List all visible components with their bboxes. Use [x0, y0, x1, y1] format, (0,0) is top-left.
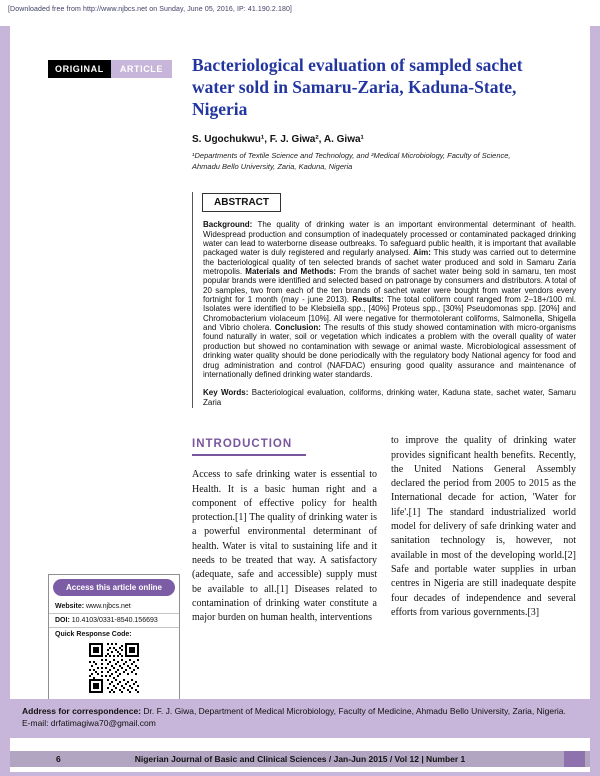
website-link[interactable]: www.njbcs.net — [86, 603, 131, 610]
keywords-label: Key Words: — [203, 388, 249, 398]
article-title: Bacteriological evaluation of sampled sachet water sold in Samaru-Zaria, Kaduna-State, Nigeria — [192, 55, 523, 120]
introduction-column-1 — [192, 434, 377, 625]
keywords-line — [203, 388, 576, 408]
introduction-heading: INTRODUCTION — [192, 438, 306, 456]
badge-original-label: ORIGINAL — [48, 60, 111, 78]
website-row — [49, 600, 179, 614]
introduction-paragraph-2: to improve the quality of drinking water provides significant health benefits. Recently, the United Nations General Assembly declared the period from 2005 to 2015 as the International decade for action, 'Water for life'.[1] The standard industrialized world model for delivery of safe drinking water and sanitation technology is, however, not available in most of the developing world.[2] Safe and portable water supplies in urban centres in Nigeria are still inadequate despite four decades of independence and several efforts from various governments.[3] — [391, 435, 576, 618]
badge-article-label: ARTICLE — [111, 60, 172, 78]
access-box-header: Access this article online — [53, 579, 175, 596]
download-notice: [Downloaded free from http://www.njbcs.net on Sunday, June 05, 2016, IP: 41.190.2.180] — [0, 0, 600, 26]
abstract-label: ABSTRACT — [202, 193, 281, 212]
authors-line: S. Ugochukwu¹, F. J. Giwa², A. Giwa¹ — [192, 134, 364, 146]
article-page — [10, 26, 590, 772]
article-type-badge — [48, 60, 180, 78]
introduction-paragraph-1: Access to safe drinking water is essential to Health. It is a basic human right and a component of effective policy for health protection.[1] The quality of drinking water is a powerful environmental determinant of health. Water is vital to sustaining life and it needs to be treated that way. A satisfactory (adequate, safe and accessible) supply must be available to all.[1] Diseases related to contamination of drinking water constitute a major burden on human health, interventions — [192, 469, 377, 624]
doi-row — [49, 614, 179, 628]
main-column — [192, 54, 576, 699]
affiliations-line: ¹Departments of Textile Science and Technology, and ²Medical Microbiology, Faculty of Science, Ahmadu Bello University, Zaria, Kaduna, Nigeria — [192, 151, 511, 171]
correspondence-note — [10, 699, 590, 739]
qr-code-icon — [89, 643, 139, 693]
qr-code-label: Quick Response Code: — [55, 631, 132, 638]
website-label: Website: — [55, 603, 85, 610]
abstract-section — [192, 192, 576, 408]
footer-accent-square — [564, 751, 585, 767]
qr-code-container — [49, 641, 179, 699]
keywords-text: Bacteriological evaluation, coliforms, drinking water, Kaduna state, sachet water, Samaru Zaria — [203, 388, 576, 408]
page-body — [10, 26, 590, 699]
footer-bar — [10, 751, 590, 767]
footer-area — [10, 738, 590, 772]
left-margin-column — [48, 54, 180, 699]
journal-citation-line: Nigerian Journal of Basic and Clinical Sciences / Jan-Jun 2015 / Vol 12 | Number 1 — [134, 754, 466, 764]
doi-value: 10.4103/0331-8540.156693 — [71, 617, 158, 624]
doi-label: DOI: — [55, 617, 70, 624]
correspondence-label: Address for correspondence: — [22, 705, 142, 716]
abstract-text: Background: The quality of drinking water is an important environmental determinant of health. Widespread production and consumption of inadequately processed or contaminated packaged drinking water can lead to waterborne disease outbreaks. To safeguard public health, it is important that available packaged water is duly registered and regularly analysed. Aim: This study was carried out to determine the bacteriological quality of ten selected brands of sachet water produced and sold in Samaru Zaria metropolis. Materials and Methods: From the brands of sachet water being sold in samaru, ten most popular brands were identified and selected based on patronage by consumers and distributors. A total of 20 samples, two from each of the ten brands of sachet water were bought from water vendors every fortnight for 1 month (may - june 2013). Results: The total coliform count ranged from 2–18+/100 ml. Isolates were identified to be Klebsiella spp., [40%] Proteus spp., [30%] Pseudomonas spp. [20%] and Chromobacterium violaceum [10%]. All were negative for thermotolerant coliforms, Salmonella, Shigella and Vibrio cholera. Conclusion: The results of this study showed contamination with micro-organisms found naturally in water, soil or vegetation which indicates a problem with the overall quality of water production but showed no contamination with sewage or animal waste. Microbiological assessment of drinking water quality should be done periodically with the regulatory body National agency for food and drug administration and control (NAFDAC) ensuring good quality assurance and maintenance of internationally defined drinking water standards. — [203, 220, 576, 379]
introduction-column-2 — [391, 434, 576, 625]
access-article-box — [48, 574, 180, 699]
page-number: 6 — [56, 754, 61, 764]
correspondence-text: Dr. F. J. Giwa, Department of Medical Microbiology, Faculty of Medicine, Ahmadu Bello University, Zaria, Nigeria. E-mail: drfatimagiwa70@gmail.com — [22, 705, 566, 729]
introduction-section — [192, 434, 576, 625]
